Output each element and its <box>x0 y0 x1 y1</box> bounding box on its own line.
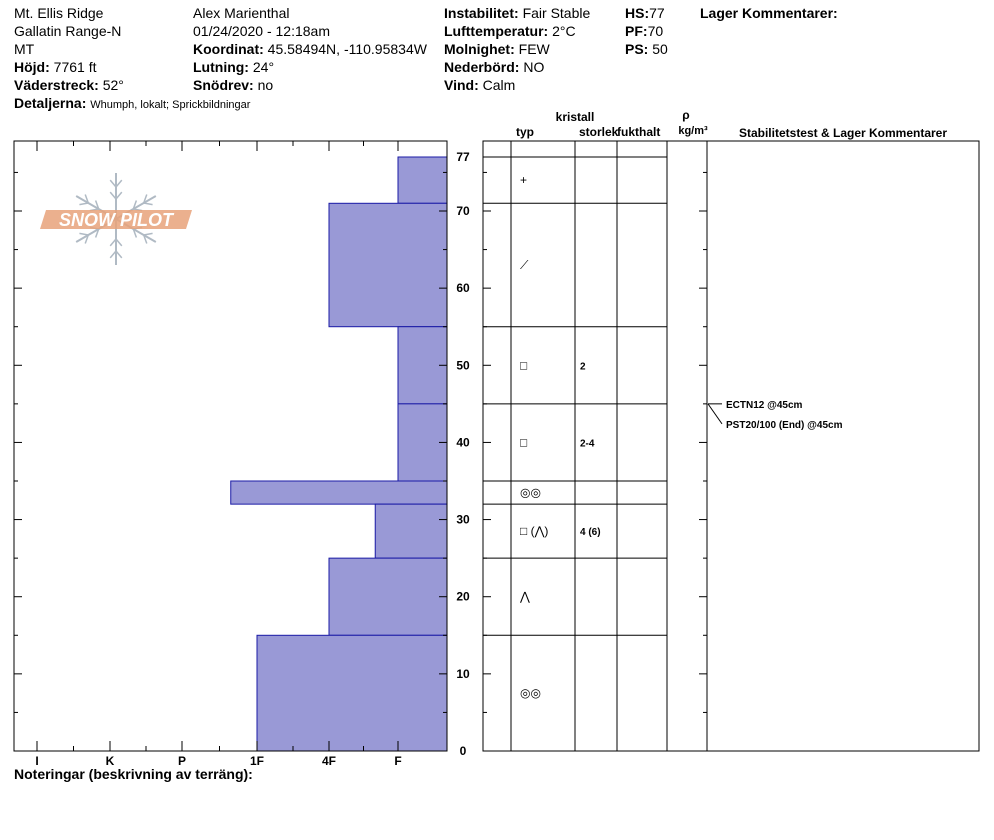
wind-value: Calm <box>482 77 516 93</box>
coord-value: 45.58494N, -110.95834W <box>267 41 427 57</box>
hardness-bar <box>329 558 447 635</box>
notes-label: Noteringar (beskrivning av terräng): <box>14 766 253 782</box>
grain-type-symbol: □ (⋀) <box>520 524 549 539</box>
snowflake-branch <box>144 203 153 205</box>
hardness-tick-label: 1F <box>249 754 265 768</box>
depth-tick-label: 50 <box>456 358 470 373</box>
wind-label: Vind: <box>444 77 479 93</box>
drift-value: no <box>257 77 274 93</box>
aspect-value: 52° <box>102 77 124 93</box>
depth-tick-label: 40 <box>456 435 470 450</box>
coord-label: Koordinat: <box>193 41 264 57</box>
aspect-label: Väderstreck: <box>14 77 99 93</box>
precip-label: Nederbörd: <box>444 59 520 75</box>
snowflake-branch <box>79 203 88 205</box>
airtemp-value: 2°C <box>552 23 576 39</box>
elevation-value: 7761 ft <box>53 59 97 75</box>
depth-tick-label: 20 <box>456 589 470 604</box>
header-density-unit: kg/m³ <box>678 125 708 137</box>
hardness-tick-label: 4F <box>321 754 337 768</box>
sky-value: FEW <box>518 41 550 57</box>
hardness-tick-label: P <box>177 754 187 768</box>
grain-type-symbol: ⟋ <box>520 258 529 272</box>
instability-value: Fair Stable <box>522 5 591 21</box>
state-name: MT <box>14 41 35 57</box>
grain-size-value: 2-4 <box>580 438 595 450</box>
stability-test-label: PST20/100 (End) @45cm <box>726 419 843 431</box>
grain-type-symbol: + <box>520 173 528 188</box>
layer-table <box>483 141 979 751</box>
depth-tick-label: 0 <box>459 744 467 758</box>
header-rho: ρ <box>682 108 690 122</box>
test-pointer-line <box>708 404 722 424</box>
pf-label: PF: <box>625 23 648 39</box>
sky-label: Molnighet: <box>444 41 515 57</box>
stability-tests <box>708 400 843 431</box>
observer-name: Alex Marienthal <box>193 5 290 21</box>
depth-tick-label: 77 <box>456 150 470 164</box>
location-name: Mt. Ellis Ridge <box>14 5 104 21</box>
details-value: Whumph, lokalt; Sprickbildningar <box>90 99 251 111</box>
ps-label: PS: <box>625 41 649 57</box>
snowpilot-logo <box>40 173 192 265</box>
snowflake-branch <box>144 233 153 235</box>
grain-size-value: 2 <box>580 361 586 373</box>
depth-tick-label: 30 <box>456 512 470 527</box>
grain-type-symbol: □ <box>520 358 528 373</box>
hs-label: HS: <box>625 5 650 21</box>
depth-tick-label: 70 <box>456 204 470 218</box>
precip-value: NO <box>523 59 545 75</box>
observation-datetime: 01/24/2020 - 12:18am <box>193 23 330 39</box>
header-size: storlek <box>579 125 619 139</box>
table-frame <box>483 141 979 751</box>
hs-value: 77 <box>649 5 665 21</box>
grain-type-symbol: ◎◎ <box>520 485 541 500</box>
airtemp-label: Lufttemperatur: <box>444 23 549 39</box>
header-type: typ <box>516 125 534 139</box>
hardness-bar <box>257 635 447 751</box>
depth-tick-label: 60 <box>456 281 470 296</box>
hardness-bars <box>231 157 447 751</box>
grain-type-symbol: ⋀ <box>520 589 530 604</box>
header-crystal: kristall <box>555 110 595 124</box>
hardness-bar <box>375 504 447 558</box>
slope-value: 24° <box>252 59 275 75</box>
hardness-bar <box>231 481 447 504</box>
header-stability: Stabilitetstest & Lager Kommentarer <box>738 126 948 140</box>
details-label: Detaljerna: <box>14 95 87 111</box>
drift-label: Snödrev: <box>193 77 254 93</box>
grain-size-value: 4 (6) <box>580 527 601 539</box>
instability-label: Instabilitet: <box>444 5 519 21</box>
snowflake-branch <box>79 233 88 235</box>
slope-label: Lutning: <box>193 59 249 75</box>
depth-tick-label: 10 <box>456 666 470 681</box>
grain-type-symbol: □ <box>520 435 528 450</box>
pf-value: 70 <box>647 23 664 39</box>
hardness-bar <box>398 157 447 203</box>
ps-value: 50 <box>652 41 668 57</box>
hardness-tick-label: K <box>105 754 115 768</box>
layer-comments-heading: Lager Kommentarer: <box>700 5 838 21</box>
hardness-bar <box>329 203 447 326</box>
logo-text: SNOW PILOT <box>59 210 173 230</box>
hardness-tick-label: I <box>35 754 39 768</box>
elevation-label: Höjd: <box>14 59 50 75</box>
header-moisture: fukthalt <box>617 125 661 139</box>
range-name: Gallatin Range-N <box>14 23 122 39</box>
hardness-tick-label: F <box>394 754 402 768</box>
grain-type-symbol: ◎◎ <box>520 686 541 701</box>
stability-test-label: ECTN12 @45cm <box>726 399 803 411</box>
